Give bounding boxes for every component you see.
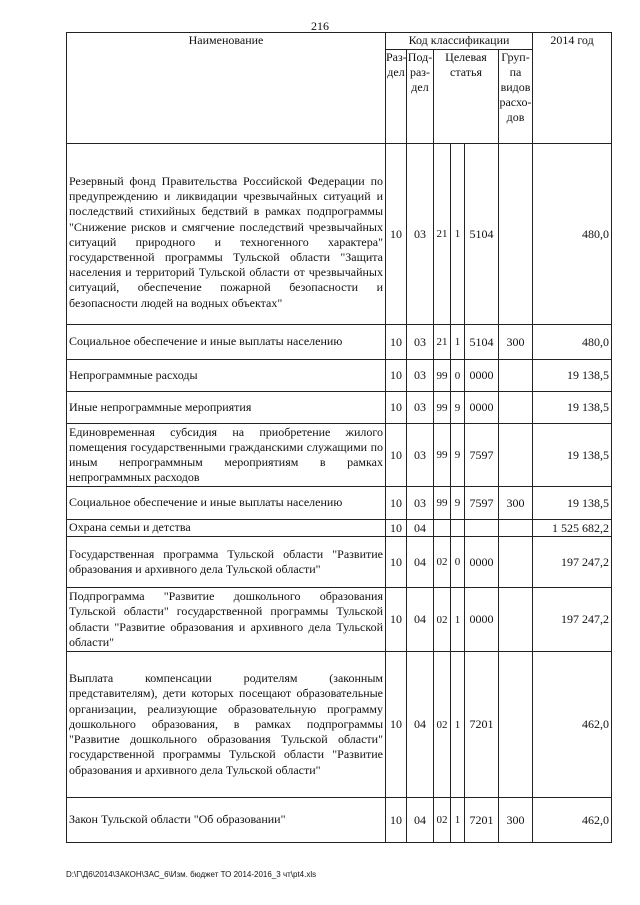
table-row bbox=[67, 144, 612, 325]
header-razdel: Раз-дел bbox=[386, 50, 407, 144]
table-row bbox=[67, 652, 612, 798]
row-group: 300 bbox=[499, 487, 533, 520]
row-target-program: 02 bbox=[434, 537, 451, 588]
row-razdel: 10 bbox=[386, 392, 407, 424]
row-razdel: 10 bbox=[386, 424, 407, 487]
table-row bbox=[67, 487, 612, 520]
row-razdel: 10 bbox=[386, 798, 407, 843]
header-group: Груп-па видов расхо-дов bbox=[499, 50, 533, 144]
row-target-subprogram: 9 bbox=[451, 424, 465, 487]
header-podrazdel: Под-раз-дел bbox=[407, 50, 434, 144]
row-name: Непрограммные расходы bbox=[67, 360, 386, 392]
row-amount: 462,0 bbox=[533, 798, 612, 843]
row-amount: 1 525 682,2 bbox=[533, 520, 612, 537]
row-group bbox=[499, 392, 533, 424]
row-razdel: 10 bbox=[386, 360, 407, 392]
row-group bbox=[499, 520, 533, 537]
table-row bbox=[67, 325, 612, 360]
table-row bbox=[67, 392, 612, 424]
row-target-subprogram: 0 bbox=[451, 537, 465, 588]
row-amount: 19 138,5 bbox=[533, 487, 612, 520]
row-target-program: 02 bbox=[434, 588, 451, 652]
header-name: Наименование bbox=[67, 33, 386, 144]
row-target-program: 99 bbox=[434, 392, 451, 424]
row-razdel: 10 bbox=[386, 487, 407, 520]
row-razdel: 10 bbox=[386, 325, 407, 360]
row-target-code: 5104 bbox=[465, 144, 499, 325]
row-name: Подпрограмма "Развитие дошкольного образования Тульской области" государственной программы Тульской области "Развитие образования и архивного дела Тульской области" bbox=[67, 588, 386, 652]
row-podrazdel: 04 bbox=[407, 588, 434, 652]
row-podrazdel: 03 bbox=[407, 360, 434, 392]
row-target-program: 99 bbox=[434, 360, 451, 392]
row-name: Социальное обеспечение и иные выплаты населению bbox=[67, 325, 386, 360]
row-target-code: 0000 bbox=[465, 360, 499, 392]
row-target-code: 0000 bbox=[465, 588, 499, 652]
header-row-top bbox=[67, 33, 612, 50]
row-name: Закон Тульской области "Об образовании" bbox=[67, 798, 386, 843]
row-amount: 197 247,2 bbox=[533, 537, 612, 588]
row-razdel: 10 bbox=[386, 537, 407, 588]
table-row bbox=[67, 588, 612, 652]
row-podrazdel: 04 bbox=[407, 537, 434, 588]
table-row bbox=[67, 798, 612, 843]
row-amount: 19 138,5 bbox=[533, 360, 612, 392]
row-razdel: 10 bbox=[386, 520, 407, 537]
row-target-code bbox=[465, 520, 499, 537]
file-path-footer: D:\Г\Д6\2014\ЗАКОН\ЗАС_6\Изм. бюджет ТО 2014-2016_3 чт\pt4.xls bbox=[66, 870, 317, 879]
row-target-program: 02 bbox=[434, 798, 451, 843]
row-target-code: 7597 bbox=[465, 487, 499, 520]
row-amount: 462,0 bbox=[533, 652, 612, 798]
row-target-subprogram: 0 bbox=[451, 360, 465, 392]
row-target-code: 0000 bbox=[465, 392, 499, 424]
row-group: 300 bbox=[499, 798, 533, 843]
row-name: Охрана семьи и детства bbox=[67, 520, 386, 537]
row-group: 300 bbox=[499, 325, 533, 360]
row-group bbox=[499, 144, 533, 325]
row-amount: 19 138,5 bbox=[533, 392, 612, 424]
row-name: Государственная программа Тульской области "Развитие образования и архивного дела Тульской области" bbox=[67, 537, 386, 588]
row-target-subprogram: 1 bbox=[451, 652, 465, 798]
row-target-subprogram: 1 bbox=[451, 588, 465, 652]
row-podrazdel: 04 bbox=[407, 520, 434, 537]
row-target-subprogram: 9 bbox=[451, 487, 465, 520]
row-target-code: 7201 bbox=[465, 798, 499, 843]
row-target-program bbox=[434, 520, 451, 537]
row-group bbox=[499, 360, 533, 392]
row-target-code: 5104 bbox=[465, 325, 499, 360]
header-classification: Код классификации bbox=[386, 33, 533, 50]
row-target-subprogram: 1 bbox=[451, 144, 465, 325]
row-name: Социальное обеспечение и иные выплаты населению bbox=[67, 487, 386, 520]
row-target-subprogram: 9 bbox=[451, 392, 465, 424]
row-target-program: 99 bbox=[434, 487, 451, 520]
row-target-code: 7597 bbox=[465, 424, 499, 487]
row-podrazdel: 03 bbox=[407, 144, 434, 325]
row-razdel: 10 bbox=[386, 144, 407, 325]
row-podrazdel: 04 bbox=[407, 798, 434, 843]
row-target-program: 21 bbox=[434, 325, 451, 360]
row-target-subprogram bbox=[451, 520, 465, 537]
table-row bbox=[67, 537, 612, 588]
row-target-subprogram: 1 bbox=[451, 798, 465, 843]
row-podrazdel: 03 bbox=[407, 424, 434, 487]
row-group bbox=[499, 588, 533, 652]
row-target-code: 0000 bbox=[465, 537, 499, 588]
row-name: Иные непрограммные мероприятия bbox=[67, 392, 386, 424]
row-amount: 19 138,5 bbox=[533, 424, 612, 487]
header-year: 2014 год bbox=[533, 33, 612, 144]
row-podrazdel: 03 bbox=[407, 392, 434, 424]
row-name: Выплата компенсации родителям (законным представителям), дети которых посещают образовательные организации, реализующие образовательную программу дошкольного образования, в рамках подпрограммы "Развитие дошкольного образования Тульской области" государственной программы Тульской области "Развитие образования и архивного дела Тульской области" bbox=[67, 652, 386, 798]
table-row bbox=[67, 520, 612, 537]
row-podrazdel: 04 bbox=[407, 652, 434, 798]
row-group bbox=[499, 537, 533, 588]
row-target-program: 02 bbox=[434, 652, 451, 798]
budget-table bbox=[66, 32, 612, 843]
row-amount: 480,0 bbox=[533, 325, 612, 360]
row-amount: 480,0 bbox=[533, 144, 612, 325]
row-amount: 197 247,2 bbox=[533, 588, 612, 652]
row-target-program: 99 bbox=[434, 424, 451, 487]
row-target-code: 7201 bbox=[465, 652, 499, 798]
row-razdel: 10 bbox=[386, 652, 407, 798]
row-name: Резервный фонд Правительства Российской Федерации по предупреждению и ликвидации чрезвычайных ситуаций и последствий стихийных бедствий в рамках подпрограммы "Снижение рисков и смягчение последствий чрезвычайных ситуаций природного и техногенного характера" государственной программы Тульской области "Защита населения и территорий Тульской области от чрезвычайных ситуаций, обеспечение пожарной безопасности и безопасности людей на водных объектах" bbox=[67, 144, 386, 325]
row-group bbox=[499, 652, 533, 798]
row-name: Единовременная субсидия на приобретение жилого помещения государственными гражданскими служащими по иным непрограммным мероприятиям в рамках непрограммных расходов bbox=[67, 424, 386, 487]
row-razdel: 10 bbox=[386, 588, 407, 652]
table-row bbox=[67, 424, 612, 487]
row-target-program: 21 bbox=[434, 144, 451, 325]
header-target: Целевая статья bbox=[434, 50, 499, 144]
table-row bbox=[67, 360, 612, 392]
row-group bbox=[499, 424, 533, 487]
page-number: 216 bbox=[311, 19, 329, 33]
row-podrazdel: 03 bbox=[407, 325, 434, 360]
row-podrazdel: 03 bbox=[407, 487, 434, 520]
row-target-subprogram: 1 bbox=[451, 325, 465, 360]
